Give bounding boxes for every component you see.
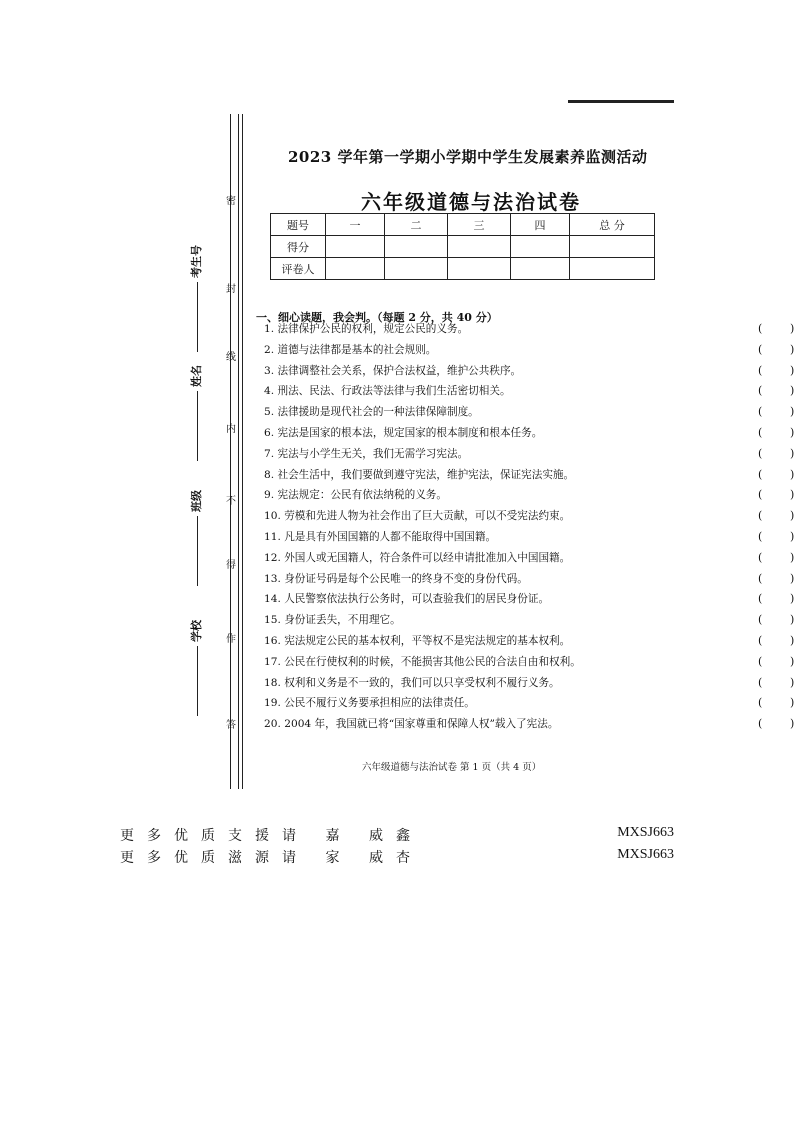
binding-label-student-id: 考生号 xyxy=(188,245,208,365)
page-footer: 六年级道德与法治试卷 第 1 页（共 4 页） xyxy=(362,762,542,773)
question-item: 17. 公民在行使权利的时候，不能损害其他公民的合法自由和权利。 ( ) xyxy=(264,654,794,668)
question-text: 5. 法律援助是现代社会的一种法律保障制度。 xyxy=(264,406,479,419)
question-text: 17. 公民在行使权利的时候，不能损害其他公民的合法自由和权利。 xyxy=(264,655,581,668)
score-table-header-cell: 题号 xyxy=(271,214,326,236)
promo-text: 更多优质支援请 嘉 威鑫 xyxy=(120,829,423,844)
question-item: 13. 身份证号码是每个公民唯一的终身不变的身份代码。 ( ) xyxy=(264,571,794,585)
question-text: 9. 宪法规定：公民有依法纳税的义务。 xyxy=(264,489,447,502)
score-cell xyxy=(570,258,655,280)
question-item: 8. 社会生活中，我们要做到遵守宪法，维护宪法，保证宪法实施。 ( ) xyxy=(264,467,794,481)
question-text: 4. 刑法、民法、行政法等法律与我们生活密切相关。 xyxy=(264,385,511,398)
question-item: 10. 劳模和先进人物为社会作出了巨大贡献，可以不受宪法约束。 ( ) xyxy=(264,509,794,523)
score-table-row xyxy=(271,236,655,258)
score-table-header-cell: 二 xyxy=(385,214,448,236)
score-cell xyxy=(570,236,655,258)
seal-char: 密 xyxy=(226,196,236,207)
seal-char: 作 xyxy=(226,634,236,645)
question-item: 7. 宪法与小学生无关，我们无需学习宪法。 ( ) xyxy=(264,446,794,460)
score-cell xyxy=(511,236,570,258)
question-text: 7. 宪法与小学生无关，我们无需学习宪法。 xyxy=(264,447,469,460)
question-text: 2. 道德与法律都是基本的社会规则。 xyxy=(264,343,437,356)
score-table-header-cell: 一 xyxy=(326,214,385,236)
question-text: 18. 权利和义务是不一致的，我们可以只享受权利不履行义务。 xyxy=(264,676,560,689)
question-text: 1. 法律保护公民的权利，规定公民的义务。 xyxy=(264,323,469,335)
question-text: 3. 法律调整社会关系，保护合法权益，维护公共秩序。 xyxy=(264,364,522,377)
binding-line-inner xyxy=(230,114,231,789)
question-item: 1. 法律保护公民的权利，规定公民的义务。 ( ) xyxy=(264,322,794,335)
question-item: 2. 道德与法律都是基本的社会规则。 ( ) xyxy=(264,342,794,356)
question-item: 6. 宪法是国家的根本法，规定国家的根本制度和根本任务。 ( ) xyxy=(264,425,794,439)
seal-char: 线 xyxy=(226,352,236,363)
scan-edge-line xyxy=(568,100,674,103)
score-cell xyxy=(448,236,511,258)
seal-char: 得 xyxy=(226,560,236,571)
binding-line-outer xyxy=(242,114,243,789)
exam-scan xyxy=(118,100,794,795)
seal-char: 封 xyxy=(226,284,236,295)
question-text: 15. 身份证丢失，不用理它。 xyxy=(264,614,401,627)
seal-char: 不 xyxy=(226,496,236,507)
question-item: 9. 宪法规定：公民有依法纳税的义务。 ( ) xyxy=(264,488,794,502)
score-cell xyxy=(385,258,448,280)
score-cell xyxy=(448,258,511,280)
question-text: 19. 公民不履行义务要承担相应的法律责任。 xyxy=(264,697,475,710)
score-cell xyxy=(326,258,385,280)
seal-char: 答 xyxy=(226,720,236,731)
score-table-row xyxy=(271,258,655,280)
question-item: 15. 身份证丢失，不用理它。 ( ) xyxy=(264,613,794,627)
question-item: 4. 刑法、民法、行政法等法律与我们生活密切相关。 ( ) xyxy=(264,384,794,398)
score-cell xyxy=(326,236,385,258)
question-list xyxy=(264,319,794,735)
score-table-row-label: 评卷人 xyxy=(271,258,326,280)
score-cell xyxy=(511,258,570,280)
exam-title-line2: 六年级道德与法治试卷 xyxy=(361,190,581,214)
question-item: 16. 宪法规定公民的基本权利，平等权不是宪法规定的基本权利。 ( ) xyxy=(264,633,794,647)
question-item: 11. 凡是具有外国国籍的人都不能取得中国国籍。 ( ) xyxy=(264,529,794,543)
binding-label-name: 姓名 xyxy=(188,365,208,485)
question-text: 14. 人民警察依法执行公务时，可以查验我们的居民身份证。 xyxy=(264,593,550,606)
question-text: 6. 宪法是国家的根本法，规定国家的根本制度和根本任务。 xyxy=(264,426,543,439)
score-table xyxy=(270,213,655,280)
question-text: 12. 外国人或无国籍人，符合条件可以经申请批准加入中国国籍。 xyxy=(264,551,571,564)
question-item: 3. 法律调整社会关系，保护合法权益，维护公共秩序。 ( ) xyxy=(264,363,794,377)
binding-label-school: 学校 xyxy=(188,620,208,740)
question-text: 16. 宪法规定公民的基本权利，平等权不是宪法规定的基本权利。 xyxy=(264,634,571,647)
binding-line-mid xyxy=(238,114,239,789)
question-item: 12. 外国人或无国籍人，符合条件可以经申请批准加入中国国籍。 ( ) xyxy=(264,550,794,564)
score-cell xyxy=(385,236,448,258)
question-item: 18. 权利和义务是不一致的，我们可以只享受权利不履行义务。 ( ) xyxy=(264,675,794,689)
score-table-header-cell: 三 xyxy=(448,214,511,236)
question-item: 19. 公民不履行义务要承担相应的法律责任。 ( ) xyxy=(264,696,794,710)
question-item: 20. 2004 年，我国就已将“国家尊重和保障人权”载入了宪法。 ( ) xyxy=(264,717,794,731)
promo-code: MXSJ663 xyxy=(617,825,674,840)
score-table-header-row xyxy=(271,214,655,236)
score-table-row-label: 得分 xyxy=(271,236,326,258)
score-table-header-cell: 总 分 xyxy=(570,214,655,236)
exam-title-line1: 2023 学年第一学期小学期中学生发展素养监测活动 xyxy=(288,148,648,166)
question-text: 20. 2004 年，我国就已将“国家尊重和保障人权”载入了宪法。 xyxy=(264,718,559,731)
question-item: 5. 法律援助是现代社会的一种法律保障制度。 ( ) xyxy=(264,405,794,419)
promo-code: MXSJ663 xyxy=(617,847,674,862)
question-text: 10. 劳模和先进人物为社会作出了巨大贡献，可以不受宪法约束。 xyxy=(264,510,571,523)
question-text: 8. 社会生活中，我们要做到遵守宪法，维护宪法，保证宪法实施。 xyxy=(264,468,575,481)
seal-char: 内 xyxy=(226,424,236,435)
binding-label-class: 班级 xyxy=(188,490,208,610)
question-text: 11. 凡是具有外国国籍的人都不能取得中国国籍。 xyxy=(264,530,497,543)
question-item: 14. 人民警察依法执行公务时，可以查验我们的居民身份证。 ( ) xyxy=(264,592,794,606)
question-text: 13. 身份证号码是每个公民唯一的终身不变的身份代码。 xyxy=(264,572,528,585)
promo-text: 更多优质滋源请 家 威杏 xyxy=(120,851,423,866)
section-heading: 一、细心读题，我会判。（每题 2 分，共 40 分） xyxy=(256,311,498,324)
score-table-header-cell: 四 xyxy=(511,214,570,236)
